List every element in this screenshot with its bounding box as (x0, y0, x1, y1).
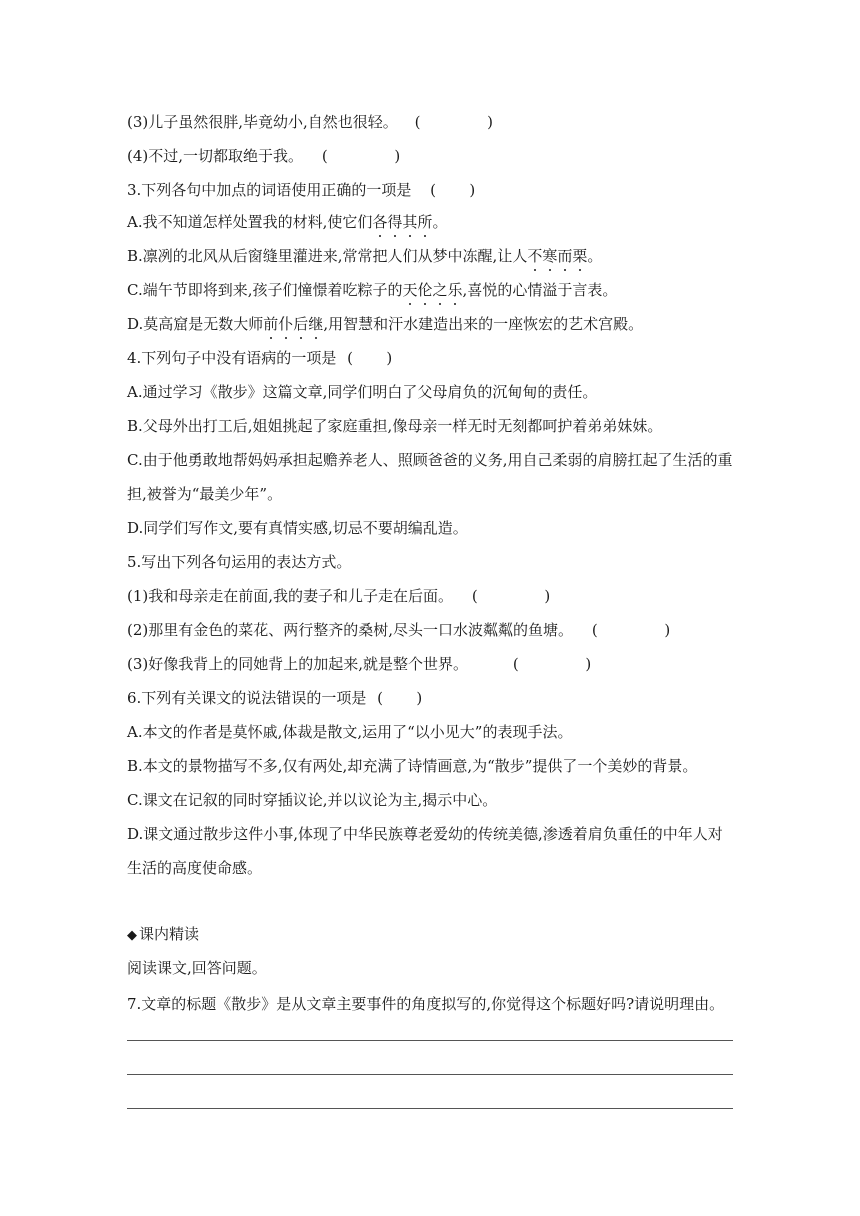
option-text: ,用智慧和汗水建造出来的一座恢宏的艺术宫殿。 (323, 315, 644, 333)
option-text: D.莫高窟是无数大师 (127, 315, 264, 333)
section-title: 课内精读 (139, 925, 200, 943)
diamond-icon: ◆ (127, 928, 137, 943)
answer-blank[interactable]: ( ) (512, 655, 592, 673)
answer-blank[interactable]: ( ) (414, 113, 494, 131)
q6-option-b: B.本文的景物描写不多,仅有两处,却充满了诗情画意,为“散步”提供了一个美妙的背景。 (127, 757, 698, 775)
answer-blank[interactable]: ( ) (430, 181, 476, 199)
q4-stem (127, 348, 733, 368)
dotted-char: 前 (263, 315, 279, 333)
q5-item-1-text: (1)我和母亲走在前面,我的妻子和儿子走在后面。 (127, 587, 454, 605)
q4-option-b: B.父母外出打工后,姐姐挑起了家庭重担,像母亲一样无时无刻都呵护着弟弟妹妹。 (127, 417, 663, 435)
q4-stem-text: 4.下列句子中没有语病的一项是 (127, 349, 337, 367)
dotted-char: 寒 (542, 247, 558, 265)
answer-blank[interactable]: ( ) (321, 147, 401, 165)
option-text: 。 (587, 247, 603, 265)
dotted-char: 得 (387, 213, 403, 231)
dotted-char: 不 (527, 247, 543, 265)
q4-option-a: A.通过学习《散步》这篇文章,同学们明白了父母肩负的沉甸甸的责任。 (127, 383, 598, 401)
dotted-char: 各 (372, 213, 388, 231)
dotted-char: 后 (293, 315, 309, 333)
section-heading (127, 924, 733, 946)
option-text: A.我不知道怎样处置我的材料,使它们 (127, 213, 373, 231)
option-text: ,喜悦的心情溢于言表。 (462, 281, 618, 299)
q5-item-2 (127, 620, 733, 640)
q3-option-d (127, 314, 733, 334)
q6-stem (127, 688, 733, 708)
q2-item-3 (127, 112, 733, 132)
answer-line[interactable] (127, 1074, 733, 1075)
dotted-char: 而 (557, 247, 573, 265)
q6-option-a: A.本文的作者是莫怀戚,体裁是散文,运用了“以小见大”的表现手法。 (127, 723, 573, 741)
q3-stem-text: 3.下列各句中加点的词语使用正确的一项是 (127, 181, 412, 199)
q6-stem-text: 6.下列有关课文的说法错误的一项是 (127, 689, 367, 707)
q2-item-4 (127, 146, 733, 166)
dotted-char: 其 (402, 213, 418, 231)
answer-line[interactable] (127, 1040, 733, 1041)
q6-option-d-line1: D.课文通过散步这件小事,体现了中华民族尊老爱幼的传统美德,渗透着肩负重任的中年人对 (127, 825, 723, 843)
dotted-char: 天 (402, 281, 418, 299)
option-text: 。 (432, 213, 448, 231)
q2-item-4-text: (4)不过,一切都取绝于我。 (127, 147, 304, 165)
q5-item-3-text: (3)好像我背上的同她背上的加起来,就是整个世界。 (127, 655, 469, 673)
dotted-char: 仆 (278, 315, 294, 333)
q5-item-2-text: (2)那里有金色的菜花、两行整齐的桑树,尽头一口水波粼粼的鱼塘。 (127, 621, 574, 639)
q5-stem: 5.写出下列各句运用的表达方式。 (127, 553, 352, 571)
q3-option-b (127, 246, 733, 266)
answer-blank[interactable]: ( ) (591, 621, 671, 639)
section-instruction: 阅读课文,回答问题。 (127, 959, 267, 977)
q3-stem (127, 180, 733, 200)
dotted-char: 之 (432, 281, 448, 299)
answer-line[interactable] (127, 1108, 733, 1109)
answer-blank[interactable]: ( ) (377, 689, 423, 707)
answer-blank[interactable]: ( ) (471, 587, 551, 605)
dotted-char: 继 (308, 315, 324, 333)
option-text: C.端午节即将到来,孩子们憧憬着吃粽子的 (127, 281, 403, 299)
q3-option-c (127, 280, 733, 300)
q4-option-d: D.同学们写作文,要有真情实感,切忌不要胡编乱造。 (127, 519, 468, 537)
q3-option-a (127, 212, 733, 232)
q4-option-c-line2: 担,被誉为“最美少年”。 (127, 485, 283, 503)
q5-item-1 (127, 586, 733, 606)
option-text: B.凛冽的北风从后窗缝里灌进来,常常把人们从梦中冻醒,让人 (127, 247, 528, 265)
dotted-char: 所 (417, 213, 433, 231)
dotted-char: 乐 (447, 281, 463, 299)
dotted-char: 栗 (572, 247, 588, 265)
answer-blank[interactable]: ( ) (347, 349, 393, 367)
q6-option-c: C.课文在记叙的同时穿插议论,并以议论为主,揭示中心。 (127, 791, 498, 809)
q5-item-3 (127, 654, 733, 674)
q6-option-d-line2: 生活的高度使命感。 (127, 859, 263, 877)
q2-item-3-text: (3)儿子虽然很胖,毕竟幼小,自然也很轻。 (127, 113, 398, 131)
q7-stem: 7.文章的标题《散步》是从文章主要事件的角度拟写的,你觉得这个标题好吗?请说明理由。 (127, 995, 725, 1013)
q4-option-c-line1: C.由于他勇敢地帮妈妈承担起赡养老人、照顾爸爸的义务,用自己柔弱的肩膀扛起了生活的重 (127, 451, 733, 469)
dotted-char: 伦 (417, 281, 433, 299)
